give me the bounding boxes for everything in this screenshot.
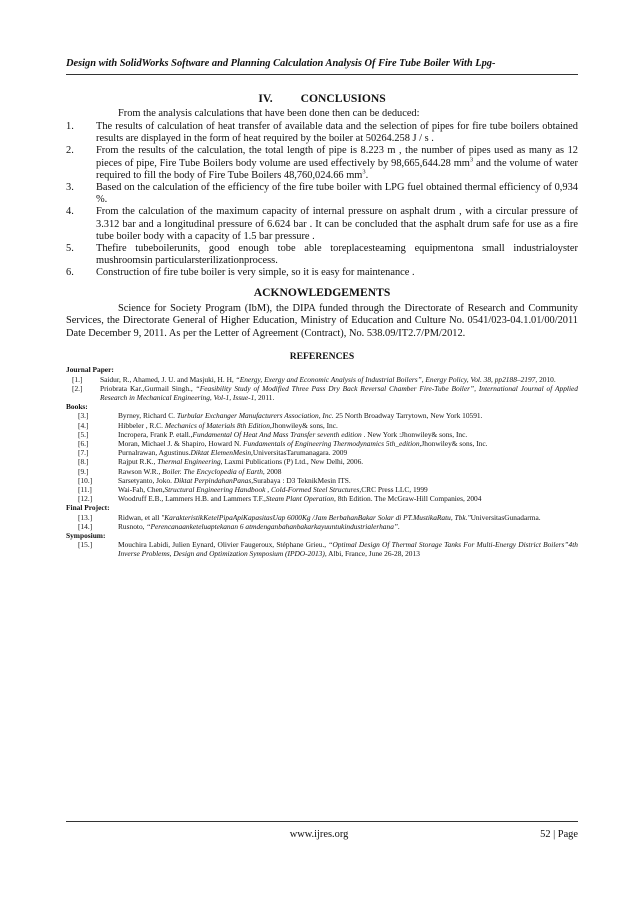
reference-item: [6.] Moran, Michael J. & Shapiro, Howard N. Fundamentals of Engineering Thermodynamics 5th_edition,Jhonwiley& sons, Inc.: [78, 439, 488, 449]
section-number: IV.: [258, 92, 273, 105]
references-heading: REFERENCES: [289, 351, 355, 363]
conclusion-item: 5. Thefire tubeboilerunits, good enough tobe able toreplacesteaming equipmentona small industrialoyster mushroomsin particularsterilizationprocess.: [66, 243, 578, 267]
conclusions-heading: [66, 92, 578, 106]
reference-item: [10.] Sarsetyanto, Joko. Diktat PerpindahanPanas,Surabaya : D3 TeknikMesin ITS.: [78, 475, 351, 485]
reference-item: [2.] Priobrata Kar.,Gurmail Singh., “Feasibility Study of Modified Three Pass Dry Back Reversal Chamber Fire-Tube Boiler”, International Journal of Applied Research in Mechanical Engineering, Vol-1, Issue-1, 2011.: [72, 383, 579, 403]
reference-group-heading: Final Project:: [66, 503, 110, 513]
reference-group-heading: Symposium:: [66, 531, 106, 541]
reference-item: [12.] Woodruff E.B., Lammers H.B. and Lammers T.F.,Steam Plant Operation, 8th Edition. The McGraw-Hill Companies, 2004: [78, 494, 482, 504]
footer-url-link[interactable]: www.ijres.org: [289, 829, 349, 840]
reference-list: [66, 375, 578, 403]
reference-item: [13.] Ridwan, et all "KarakteristikKetelPipaApiKapasitasUap 6000Kg /Jam BerbahanBakar Solar di PT.MustikaRatu, Tbk."UniversitasGunadarma.: [78, 512, 541, 522]
conclusion-item: 4. From the calculation of the maximum capacity of internal pressure on asphalt drum , with a circular pressure of 3.312 bar and a longitudinal pressure of 6.624 bar . It can be concluded that the asphalt drum safe for use as a fire tube boiler body with a capacity of 1.5 bar pressure .: [66, 206, 578, 242]
conclusion-item: 1. The results of calculation of heat transfer of available data and the selection of pipes for fire tube boilers obtained results are displayed in the form of heat required by the boiler at 50264.258 J / s .: [66, 121, 578, 145]
reference-item: [8.] Rajput R.K., Thermal Engineering, Laxmi Publications (P) Ltd., New Delhi, 2006.: [78, 457, 364, 467]
conclusion-item: 2. From the results of the calculation, the total length of pipe is 8.223 m , the number of pipes used as many as 12 pieces of pipe, Fire Tube Boilers body volume are used effectively by 98,665,644.28 $mm^3$ and the volume of water required to fill the body of Fire Tube Boilers 48,760,024.66 $mm^3$.: [66, 145, 578, 181]
reference-item: [5.] Incropera, Frank P. etall.,Fundamental Of Heat And Mass Transfer seventh edition . New York :Jhonwiley& sons, Inc.: [78, 429, 468, 439]
conclusions-list: [66, 121, 578, 280]
conclusions-intro: From the analysis calculations that have been done then can be deduced:: [118, 108, 420, 119]
running-header: Design with SolidWorks Software and Planning Calculation Analysis Of Fire Tube Boiler With Lpg-: [66, 58, 496, 69]
reference-item: [14.] Rusnoto, “Perencanaanketeluaptekanan 6 atmdenganbahanbakarkayuuntukindustrialerhana”.: [78, 521, 400, 531]
reference-group-heading: Journal Paper:: [66, 365, 114, 375]
header-rule: [66, 74, 578, 75]
reference-group-journal: [66, 365, 578, 402]
acknowledgements-heading: ACKNOWLEDGEMENTS: [253, 285, 391, 299]
reference-group-books: [66, 402, 578, 503]
reference-group-symposium: [66, 531, 578, 559]
reference-group-final-project: [66, 503, 578, 531]
main-content: [66, 92, 578, 559]
reference-item: [11.] Wai-Fah, Chen,Structural Engineering Handbook , Cold-Formed Steel Structures,CRC Press LLC, 1999: [78, 485, 428, 495]
reference-item: [3.] Byrney, Richard C. Turbular Exchanger Manufacturers Association, Inc. 25 North Broadway Tarrytown, New York 10591.: [78, 411, 483, 421]
acknowledgements-body: Science for Society Program (IbM), the DIPA funded through the Directorate of Research and Community Services, the Directorate General of Higher Education, Ministry of Education and Culture No. 0541/023-04.1.01/00/2011 Date December 9, 2011. As per the Letter of Agreement (Contract), No. 538.09/IT2.7/PM/2012.: [66, 302, 578, 339]
page-number: 52 | Page: [540, 829, 578, 840]
reference-list: [66, 411, 578, 503]
reference-list: [66, 540, 578, 558]
conclusion-item: 3. Based on the calculation of the efficiency of the fire tube boiler with LPG fuel obtained thermal efficiency of 0,934 %.: [66, 182, 578, 206]
reference-list: [66, 513, 578, 531]
reference-item: [15.] Mouchira Labidi, Julien Eynard, Olivier Faugeroux, Stéphane Grieu., “Optimal Design Of Thermal Storage Tanks For Multi-Energy District Boilers”4th Inverse Problems, Design and Optimization Symposium (IPDO-2013), Albi, France, June 26-28, 2013: [78, 540, 578, 559]
reference-item: [9.] Rawson W.R., Boiler. The Encyclopedia of Earth, 2008: [78, 466, 282, 476]
reference-group-heading: Books:: [66, 402, 88, 412]
section-title: CONCLUSIONS: [300, 92, 386, 105]
reference-item: [4.] Hibbeler , R.C. Mechanics of Materials 8th Edition,Jhonwiley& sons, Inc.: [78, 420, 338, 430]
footer-rule: [66, 821, 578, 822]
conclusion-item: 6. Construction of fire tube boiler is very simple, so it is easy for maintenance .: [66, 267, 415, 279]
reference-item: [7.] Purnalrawan, Agustinus.Diktat ElemenMesin,UniversitasTarumanagara. 2009: [78, 448, 348, 458]
reference-item: [1.] Saidur, R., Ahamed, J. U. and Masjuki, H. H, “Energy, Exergy and Economic Analysis of Industrial Boilers”, Energy Policy, Vol. 38, pp2188–2197, 2010.: [72, 374, 556, 384]
